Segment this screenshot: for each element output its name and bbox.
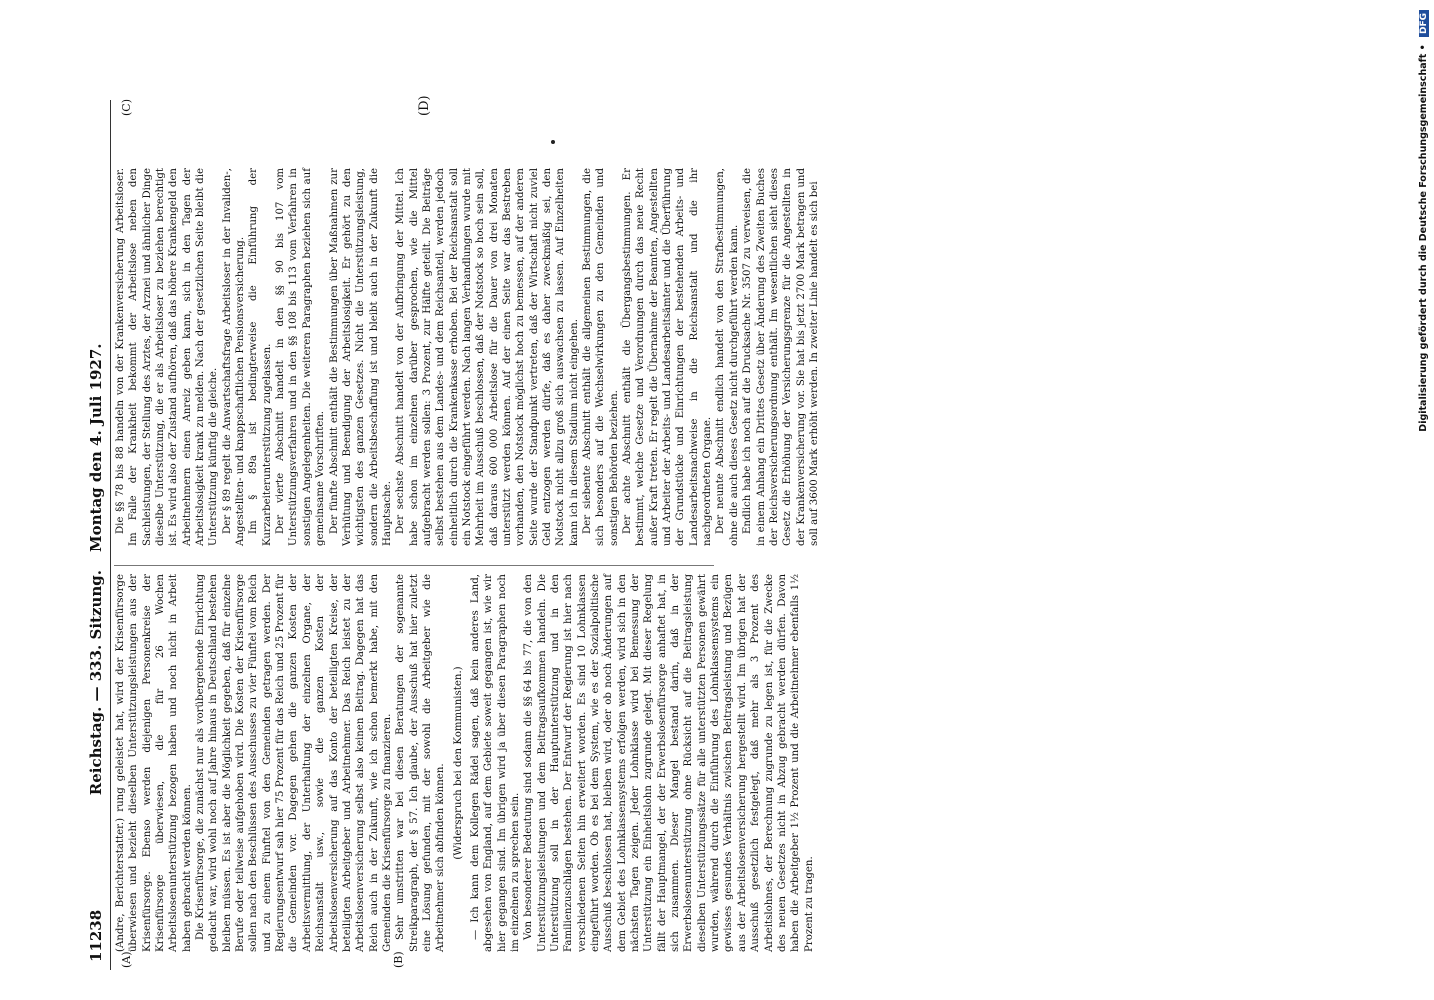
right-column — [114, 168, 820, 546]
paragraph: Von besonderer Bedeutung sind sodann die §§ 64 bis 77, die von den Unterstützungsleistungen und dem Beitragsaufkommen handeln. Die Unterstützung soll in der Hauptunterstützung und in den Familienzuschlägen bestehen. Der Entwurf der Regierung ist hier nach verschiedenen Seiten hin erweitert worden. Es sind 10 Lohnklassen eingeführt worden. Ob es bei dem System, wie es der Sozialpolitische Ausschuß beschlossen hat, bleiben wird, oder ob noch Änderungen auf dem Gebiet des Lohnklassensystems erfolgen werden, wird sich in den nächsten Tagen zeigen. Jeder Lohnklasse wird bei Bemessung der Unterstützung ein Einheitslohn zugrunde gelegt. Mit dieser Regelung fällt der Hauptmangel, der der Erwerbslosenfürsorge anhaftet hat, in sich zusammen. Dieser Mangel bestand darin, daß in der Erwerbslosenunterstützung ohne Rücksicht auf die Beitragsleistung dieselben Unterstützungssätze für alle unterstützten Personen gewährt wurden, während durch die Einführung des Lohnklassensystems ein gewisses gesundes Verhältnis zwischen Beitragsleistung und Bezügen aus der Arbeitslosenversicherung hergestellt wird. Im übrigen hat der Ausschuß gesetzlich festgelegt, daß mehr als 3 Prozent des Arbeitslohnes, der Berechnung zugrunde zu legen ist, für die Zwecke des neuen Gesetzes nicht in Abzug gebracht werden dürfen. Davon haben die Arbeitgeber 1½ Prozent und die Arbeitnehmer ebenfalls 1½ Prozent zu tragen. — [523, 574, 815, 952]
paragraph: Der sechste Abschnitt handelt von der Aufbringung der Mittel. Ich habe schon im einzelnen darüber gesprochen, wie die Mittel aufgebracht werden sollen: 3 Prozent, zur Hälfte geteilt. Die Beiträge selbst bestehen aus dem Landes- und dem Reichsanteil, werden jedoch einheitlich durch die Krankenkasse erhoben. Bei der Reichsanstalt soll ein Notstock eingeführt werden. Nach langen Verhandlungen wurde mit Mehrheit im Ausschuß beschlossen, daß der Notstock so hoch sein soll, daß daraus 600 000 Arbeitslose für die Dauer von drei Monaten unterstützt werden können. Auf der einen Seite war das Bestreben vorhanden, den Notstock möglichst hoch zu bemessen, auf der anderen Seite wurde der Standpunkt vertreten, daß der Wirtschaft nicht zuviel Geld entzogen werden dürfe, daß es daher zweckmäßig sei, den Notstock nicht allzu groß sich auswachsen zu lassen. Auf Einzelheiten kann ich in diesem Stadium nicht eingehen. — [395, 168, 580, 546]
rotated-page — [82, 95, 820, 970]
paragraph: Der vierte Abschnitt handelt in den §§ 90 bis 107 vom Unterstützungsverfahren und in den §§ 108 bis 113 vom Verfahren in sonstigen Angelegenheiten. Die weiteren Paragraphen beziehen sich auf gemeinsame Vorschriften. — [275, 168, 327, 546]
margin-marker-b: (B) — [392, 951, 405, 968]
paragraph: (Andre, Berichterstatter.) rung geleistet hat, wird der Krisenfürsorge überwiesen und bezieht dieselben Unterstützungsleistungen aus der Krisenfürsorge. Ebenso werden diejenigen Personenkreise der Krisenfürsorge überwiesen, die für 26 Wochen Arbeitslosenunterstützung bezogen haben und noch nicht in Arbeit haben gebracht werden können. — [115, 574, 193, 952]
paragraph: Die Krisenfürsorge, die zunächst nur als vorübergehende Einrichtung gedacht war, wird wohl noch auf Jahre hinaus in Deutschland bestehen bleiben müssen. Es ist aber die Möglichkeit gegeben, daß für einzelne Berufe oder teilweise aufgehoben wird. Die Kosten der Krisenfürsorge sollen nach den Beschlüssen des Ausschusses zu vier Fünftel vom Reich und zu einem Fünftel von den Gemeinden getragen werden. Der Regierungsentwurf sah hier 75 Prozent für das Reich und 25 Prozent für die Gemeinden vor. Dagegen gehen die ganzen Kosten der Arbeitsvermittlung, der Unterhaltung der einzelnen Organe, der Reichsanstalt usw., sowie die ganzen Kosten der Arbeitslosenversicherung auf das Konto der beteiligten Kreise, der beteiligten Arbeitgeber und Arbeitnehmer. Das Reich leistet zu der Arbeitslosenversicherung selbst also keinen Beitrag. Dagegen hat das Reich auch in der Zukunft, wie ich schon bemerkt habe, mit den Gemeinden die Krisenfürsorge zu finanzieren. — [195, 574, 393, 952]
paragraph: — Ich kann dem Kollegen Rädel sagen, daß kein anderes Land, abgesehen von England, auf dem Gebiete soweit gegangen ist, wie wir hier gegangen sind. Im übrigen wird ja über diesen Paragraphen noch im einzelnen zu sprechen sein. — [469, 574, 521, 952]
paragraph: Der § 89 regelt die Anwartschaftsfrage Arbeitsloser in der Invaliden-, Angestellten- und knappschaftlichen Pensionsversicherung. — [221, 168, 247, 546]
paragraph: Der fünfte Abschnitt enthält die Bestimmungen über Maßnahmen zur Verhütung und Beendigung der Arbeitslosigkeit. Er gehört zu den wichtigsten des ganzen Gesetzes. Nicht die Unterstützungsleistung, sondern die Arbeitsbeschaffung ist und bleibt auch in der Zukunft die Hauptsache. — [328, 168, 393, 546]
margin-marker-a: (A) — [120, 951, 133, 968]
digitization-text: Digitalisierung gefördert durch die Deutsche Forschungsgemeinschaft • — [1418, 44, 1429, 432]
page-number: 11238 — [87, 909, 105, 962]
interjection: (Widerspruch bei den Kommunisten.) — [452, 666, 464, 860]
column-divider — [114, 565, 714, 566]
paragraph: Der siebente Abschnitt enthält die allgemeinen Bestimmungen, die sich besonders auf die Wechselwirkungen zu den Gemeinden und sonstigen Behörden beziehen. — [582, 168, 620, 546]
paragraph: Im § 89a ist bedingterweise die Einführung der Kurzarbeiterunterstützung zugelassen. — [248, 168, 273, 546]
session-title: Reichstag. — 333. Sitzung. — [87, 570, 105, 796]
session-date: Montag den 4. Juli 1927. — [87, 343, 105, 552]
paragraph: Endlich habe ich noch auf die Drucksache Nr. 3507 zu verweisen, die in einem Anhang ein Drittes Gesetz über Änderung des Zweiten Buches der Reichsversicherungsordnung enthält. Im wesentlichen sieht dieses Gesetz die Erhöhung der Versicherungsgrenze für die Angestellten in der Krankenversicherung vor. Sie hat bis jetzt 2700 Mark betragen und soll auf 3600 Mark erhöht werden. In zweiter Linie handelt es sich bei — [742, 168, 820, 546]
paragraph: Sehr umstritten war bei diesen Beratungen der sogenannte Streikparagraph, der § 57. Ich glaube, der Ausschuß hat hier zuletzt eine Lösung gefunden, mit der sowohl die Arbeitgeber wie die Arbeitnehmer sich abfinden können. — [395, 574, 447, 952]
paragraph: Der neunte Abschnitt endlich handelt von den Strafbestimmungen, ohne die auch dieses Gesetz nicht durchgeführt werden kann. — [715, 168, 740, 546]
paragraph: Die §§ 78 bis 88 handeln von der Krankenversicherung Arbeitsloser. Im Falle der Krankheit bekommt der Arbeitslose neben den Sachleistungen, der Stellung des Arztes, der Arznei und ähnlicher Dinge dieselbe Unterstützung, die er als Arbeitsloser zu beziehen berechtigt ist. Es wird also der Zustand aufhören, daß das höhere Krankengeld den Arbeitnehmern einen Anreiz geben kann, sich in den Tagen der Arbeitslosigkeit krank zu melden. Nach der gesetzlichen Seite bleibt die Unterstützung künftig die gleiche. — [115, 168, 220, 546]
margin-marker-d: (D) — [417, 95, 432, 116]
margin-marker-c: (C) — [120, 99, 133, 116]
digitization-note — [1418, 10, 1432, 700]
dfg-logo: DFG — [1419, 10, 1429, 37]
paragraph: Der achte Abschnitt enthält die Übergangsbestimmungen. Er bestimmt, welche Gesetze und Verordnungen durch das neue Recht außer Kraft treten. Er regelt die Übernahme der Beamten, Angestellten und Arbeiter der Arbeits- und Landesarbeitsämter und die Überführung der Grundstücke und Einrichtungen der bestehenden Arbeits- und Landesarbeitsnachweise in die Reichsanstalt und die ihr nachgeordneten Organe. — [622, 168, 714, 546]
left-column — [114, 574, 815, 952]
page-header — [82, 100, 111, 970]
